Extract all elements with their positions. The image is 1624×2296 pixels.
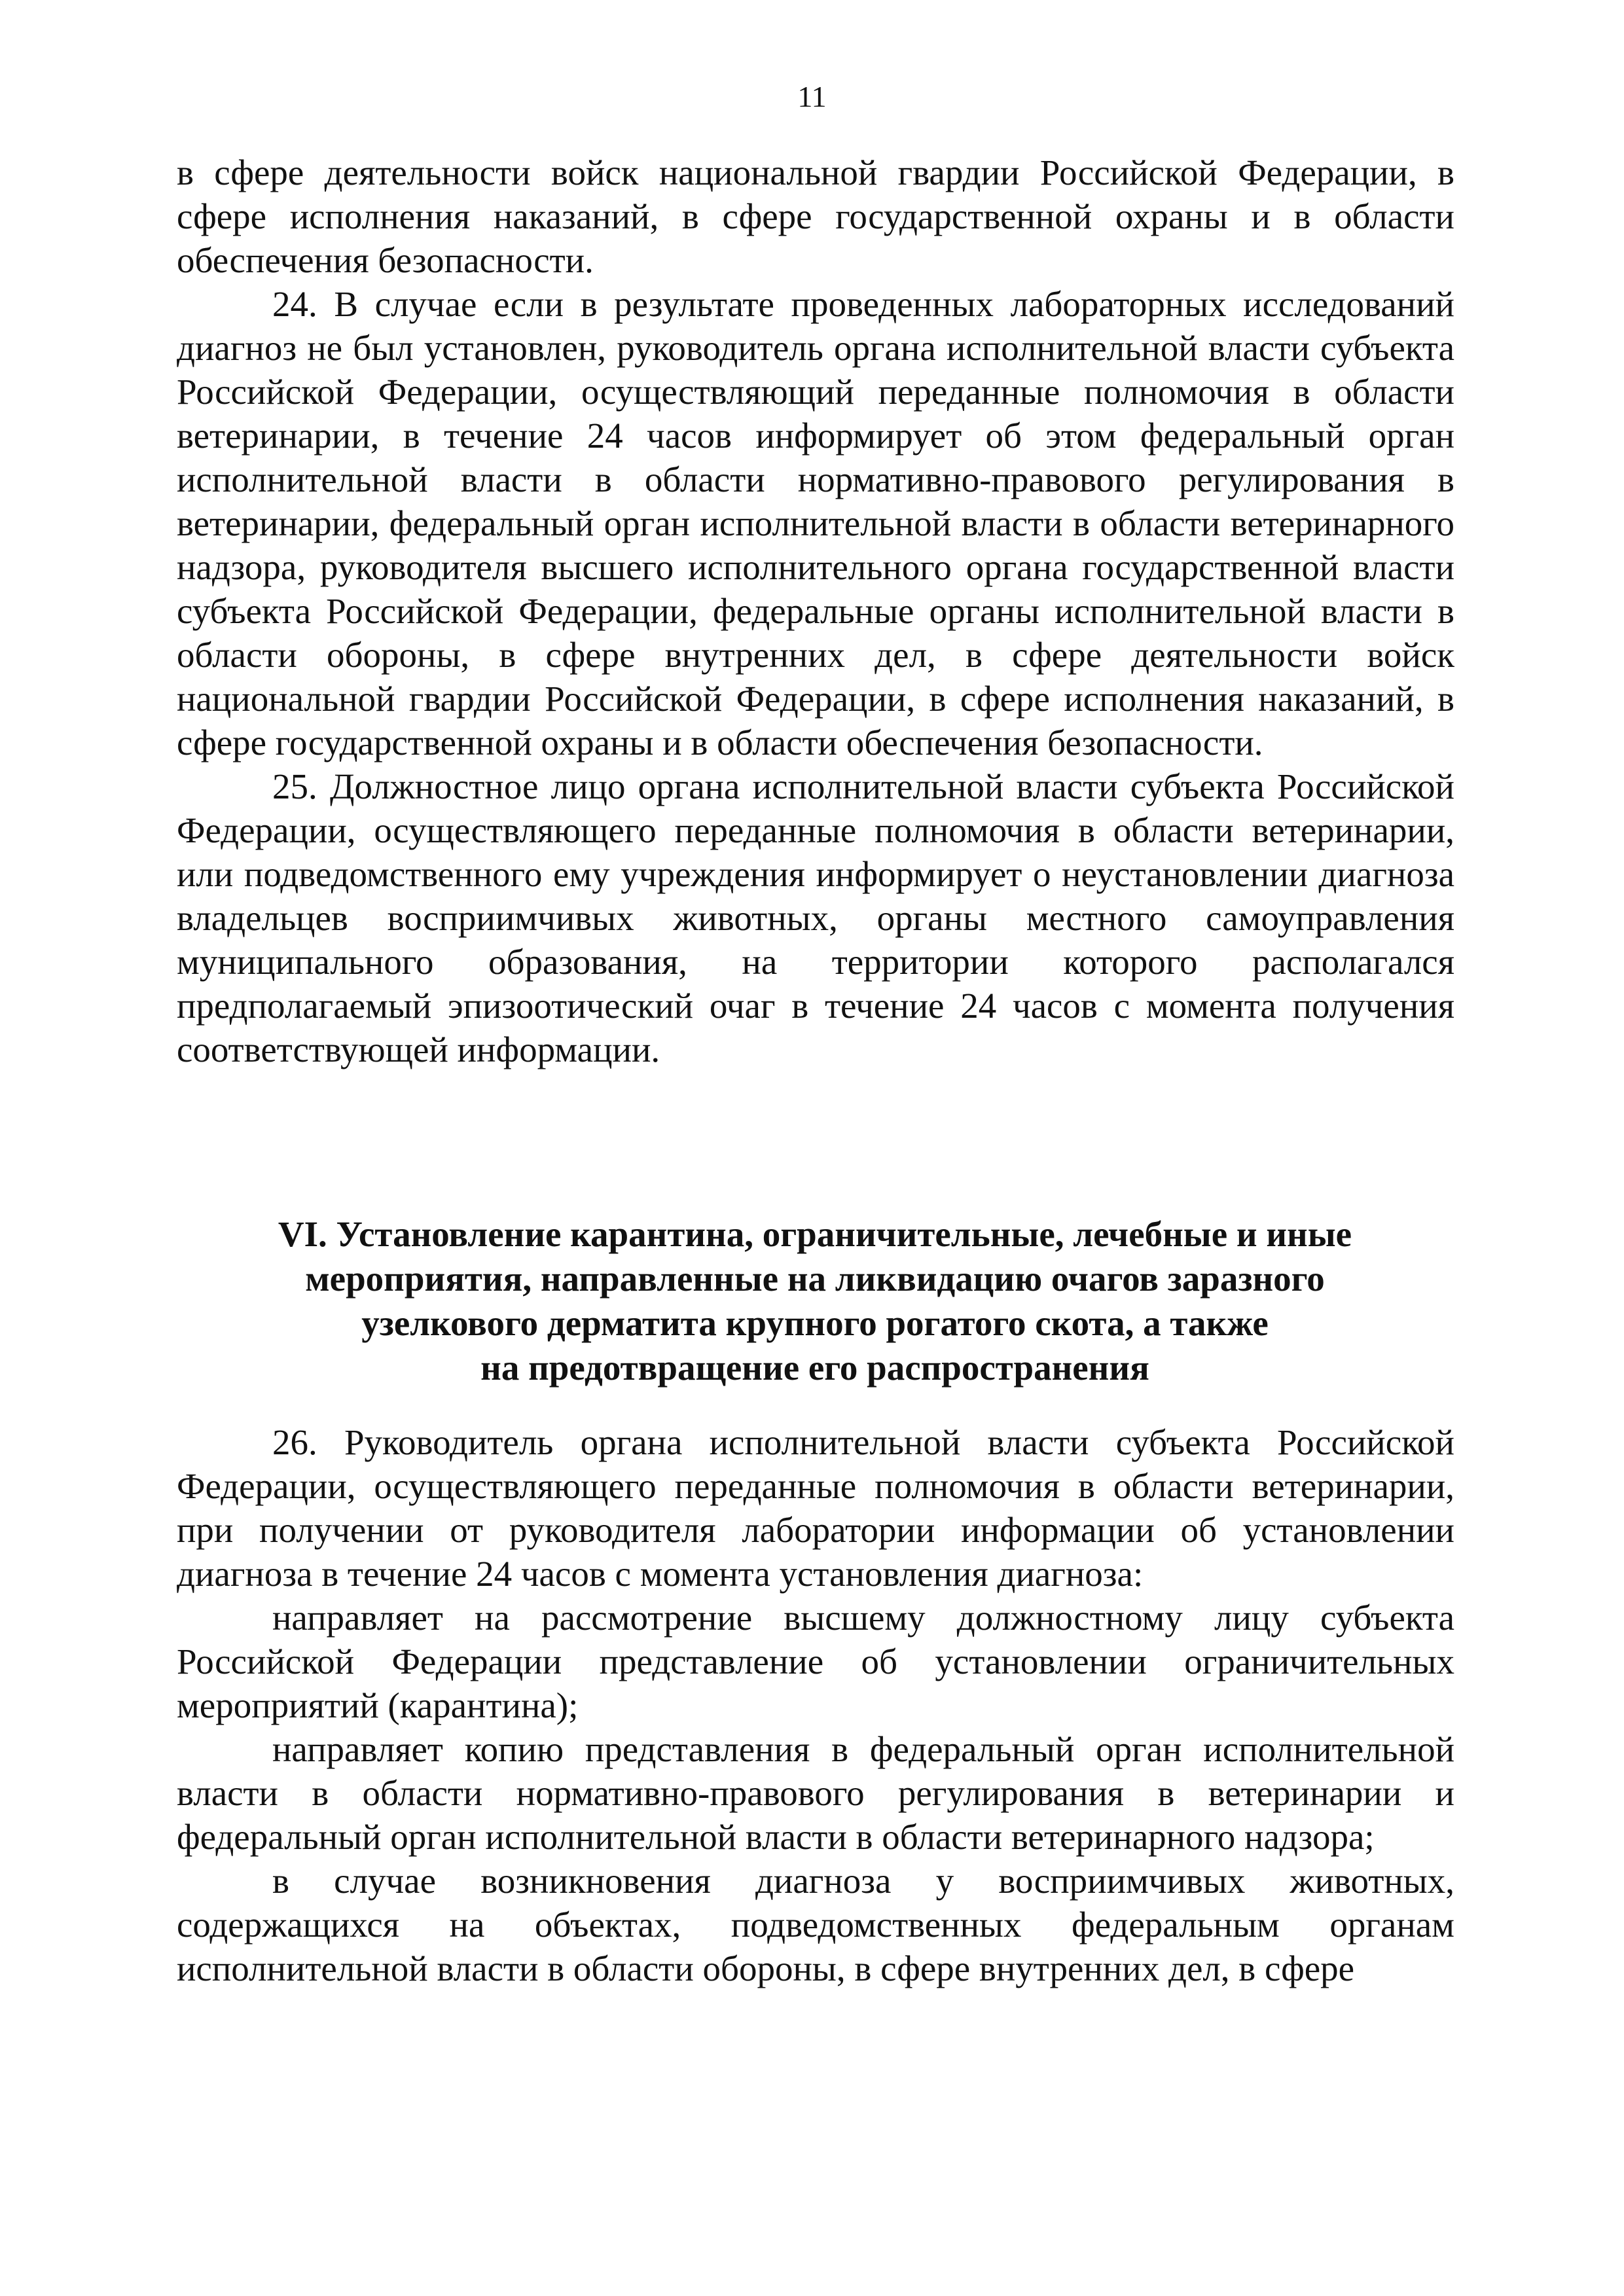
paragraph-26-item: направляет копию представления в федеральный орган исполнительной власти в области нормативно-правового регулирования в ветеринарии и федеральный орган исполнительной власти в области ветеринарного надзора; xyxy=(177,1729,1454,1857)
section-heading-line: мероприятия, направленные на ликвидацию очагов заразного xyxy=(305,1259,1325,1299)
paragraph-26-item: в случае возникновения диагноза у восприимчивых животных, содержащихся на объектах, подведомственных федеральным органам исполнительной власти в области обороны, в сфере внутренних дел, в сфере xyxy=(177,1861,1454,1988)
section-heading-line: VI. Установление карантина, ограничительные, лечебные и иные xyxy=(278,1214,1352,1254)
section-heading-line: узелкового дерматита крупного рогатого скота, а также xyxy=(361,1303,1269,1343)
paragraph-25: 25. Должностное лицо органа исполнительной власти субъекта Российской Федерации, осуществляющего переданные полномочия в области ветеринарии, или подведомственного ему учреждения информирует о неустановлении диагноза владельцев восприимчивых животных, органы местного самоуправления муниципального образования, на территории которого располагался предполагаемый эпизоотический очаг в течение 24 часов с момента получения соответствующей информации. xyxy=(177,766,1454,1069)
paragraph-26-item: направляет на рассмотрение высшему должностному лицу субъекта Российской Федерации представление об установлении ограничительных мероприятий (карантина); xyxy=(177,1598,1454,1725)
body-text-top xyxy=(177,151,1454,1071)
body-text-bottom xyxy=(177,1420,1454,1990)
paragraph-26: 26. Руководитель органа исполнительной власти субъекта Российской Федерации, осуществляющего переданные полномочия в области ветеринарии, при получении от руководителя лаборатории информации об установлении диагноза в течение 24 часов с момента установления диагноза: xyxy=(177,1422,1454,1594)
section-heading-line: на предотвращение его распространения xyxy=(480,1348,1149,1388)
paragraph-24: 24. В случае если в результате проведенных лабораторных исследований диагноз не был установлен, руководитель органа исполнительной власти субъекта Российской Федерации, осуществляющий переданные полномочия в области ветеринарии, в течение 24 часов информирует об этом федеральный орган исполнительной власти в области нормативно-правового регулирования в ветеринарии, федеральный орган исполнительной власти в области ветеринарного надзора, руководителя высшего исполнительного органа государственной власти субъекта Российской Федерации, федеральные органы исполнительной власти в области обороны, в сфере внутренних дел, в сфере деятельности войск национальной гвардии Российской Федерации, в сфере исполнения наказаний, в сфере государственной охраны и в области обеспечения безопасности. xyxy=(177,284,1454,762)
section-heading xyxy=(242,1212,1388,1390)
page-number: 11 xyxy=(797,80,827,113)
paragraph-continuation: в сфере деятельности войск национальной гвардии Российской Федерации, в сфере исполнения наказаний, в сфере государственной охраны и в области обеспечения безопасности. xyxy=(177,152,1454,280)
